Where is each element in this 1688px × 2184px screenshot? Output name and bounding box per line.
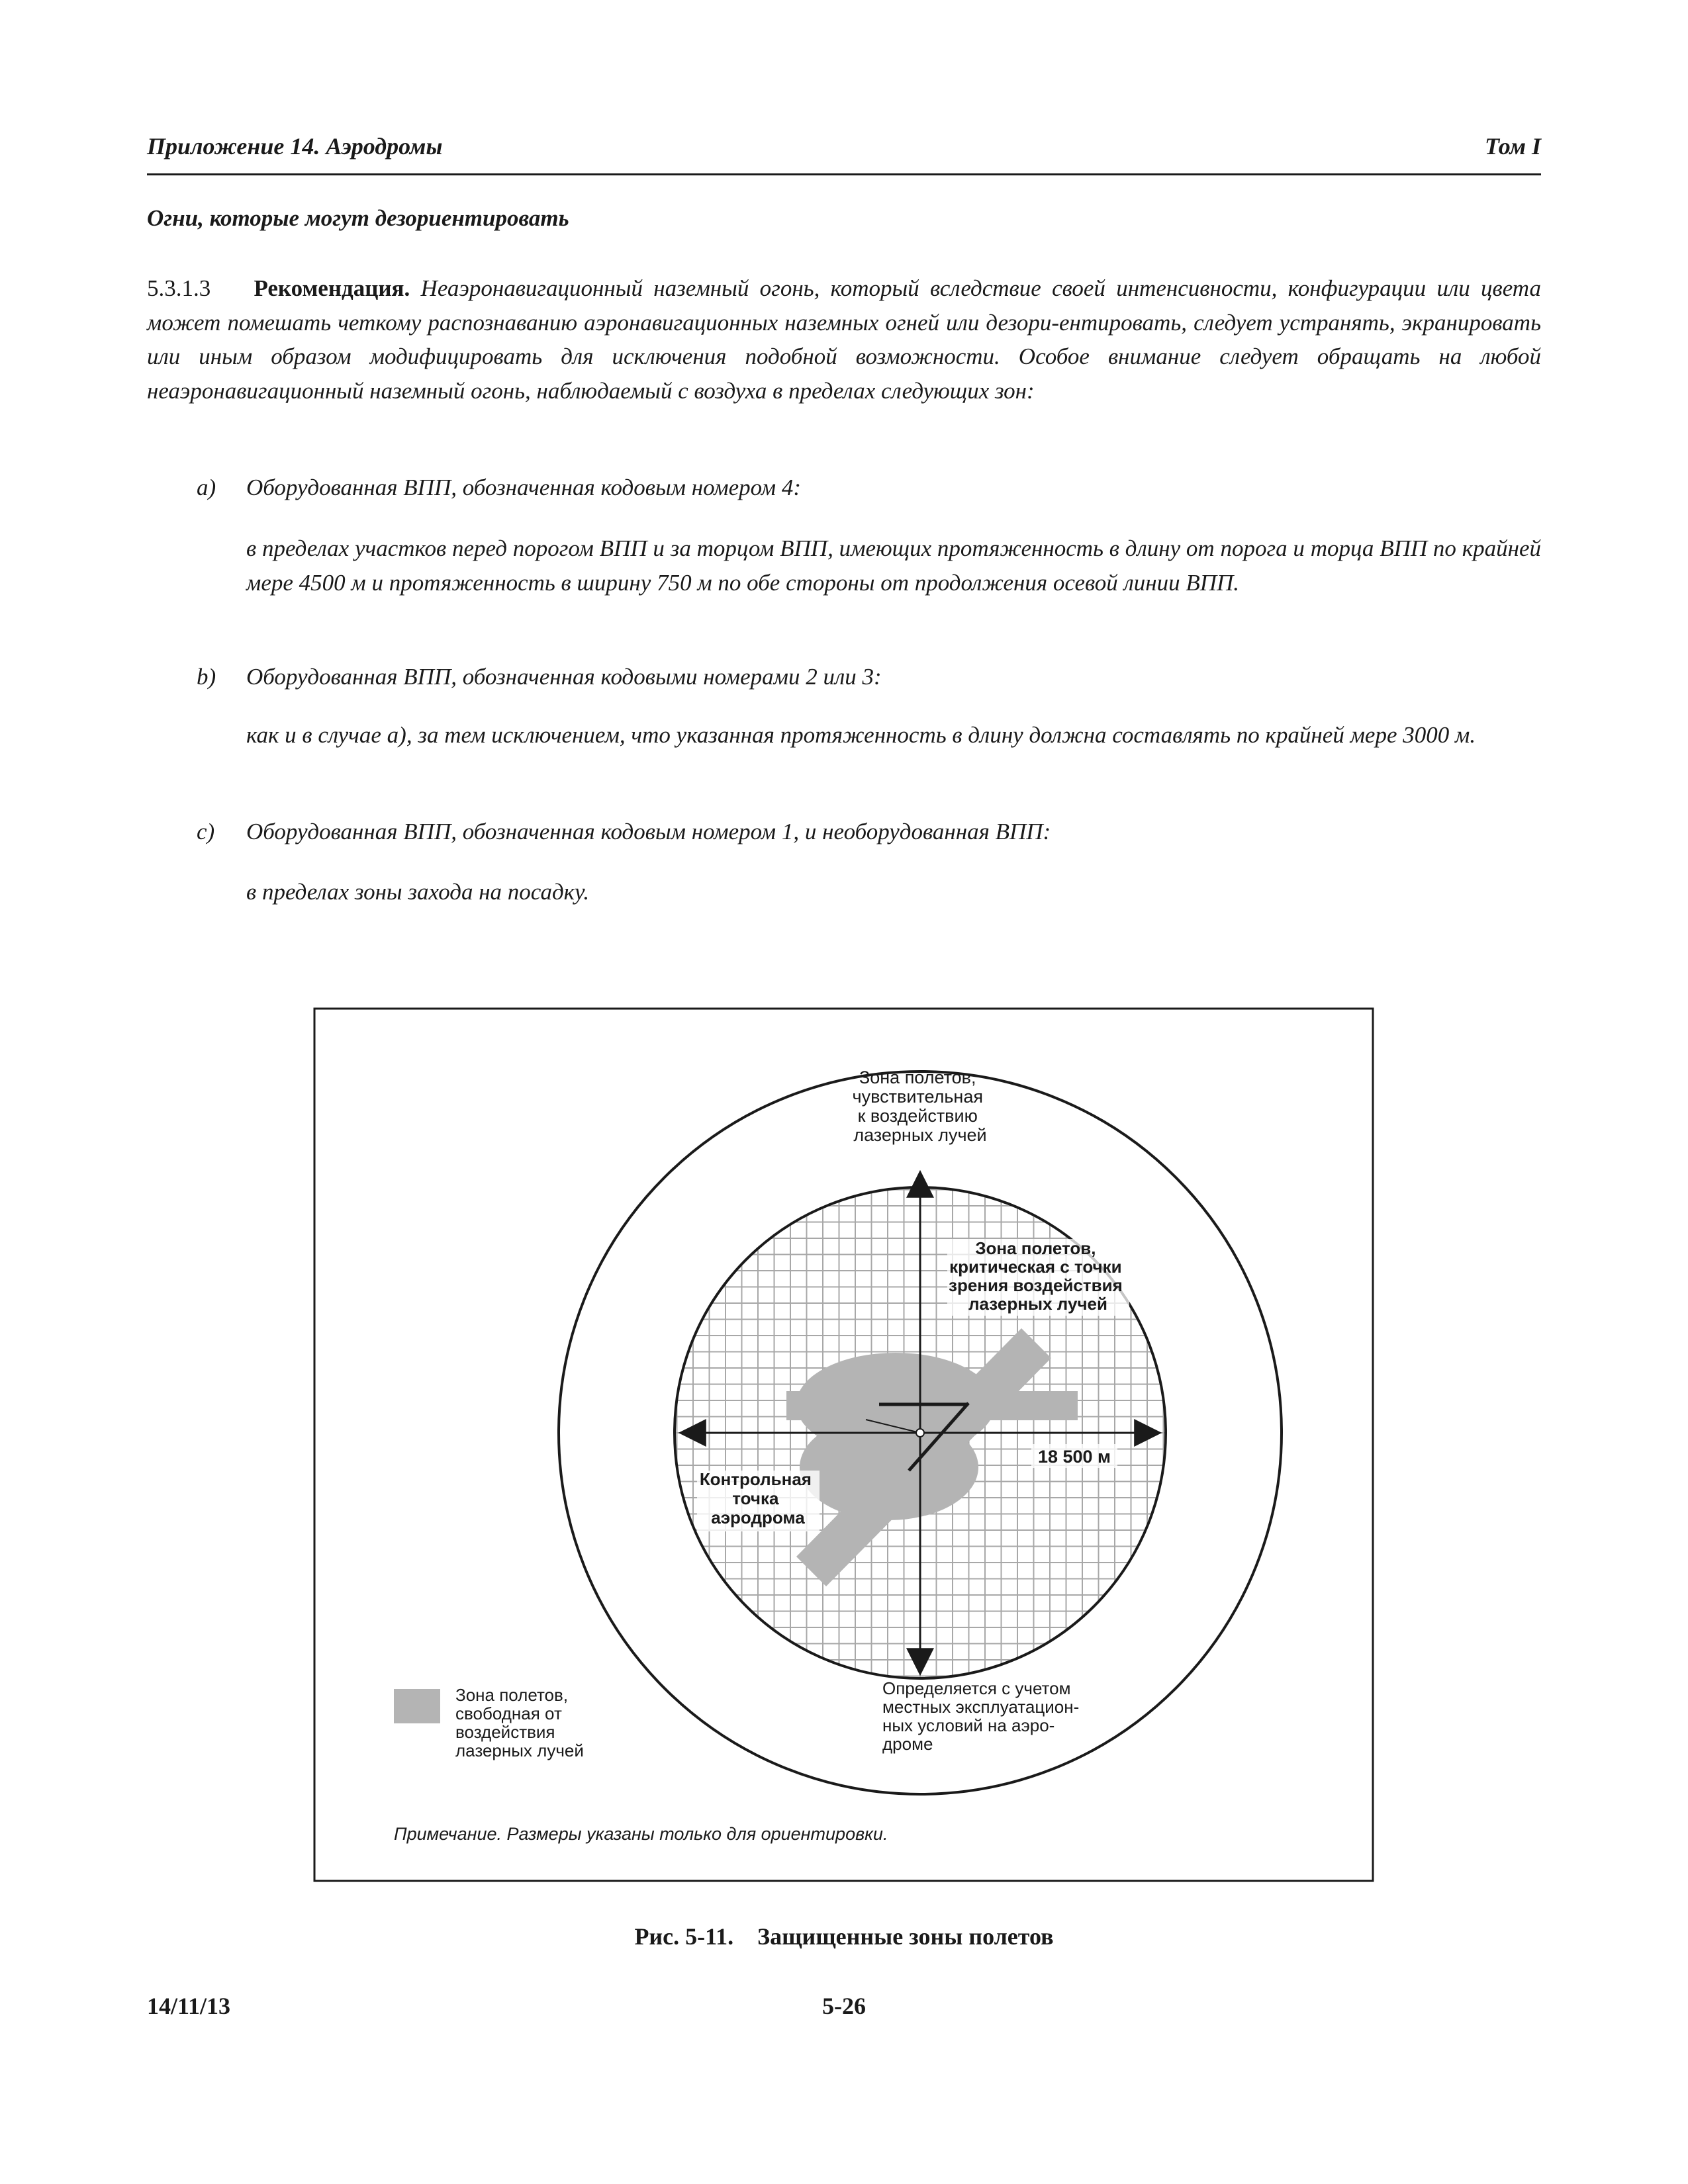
critical-zone-label	[947, 1238, 1129, 1316]
legend-label: Зона полетов, свободная от воздействия лазерных лучей	[455, 1685, 584, 1760]
header-volume: Том I	[1485, 133, 1541, 159]
list-item-title: Оборудованная ВПП, обозначенная кодовыми номерами 2 или 3:	[246, 664, 882, 690]
recommendation-paragraph	[147, 271, 1541, 408]
reference-point-label	[697, 1469, 820, 1531]
dimension-label	[1031, 1444, 1117, 1468]
recommendation-label: Рекомендация.	[254, 275, 410, 301]
list-item-title: Оборудованная ВПП, обозначенная кодовым номером 4:	[246, 475, 802, 500]
svg-text:Контрольная точка: Контрольная точка аэродрома	[699, 1469, 812, 1527]
footer-page-number: 5-26	[822, 1993, 866, 2019]
recommendation-text: Неаэронавигационный наземный огонь, который вследствие своей интенсивности, конфигурации или цвета может помешать четкому распознаванию аэронавигационных наземных огней или дезори-ентировать, следует устранять, экранировать или иным образом модифицировать для исключения подобной возможности. Особое внимание следует обращать на любой неаэронавигационный наземный огонь, наблюдаемый с воздуха в пределах следующих зон:	[147, 275, 1542, 404]
list-item-detail: в пределах участков перед порогом ВПП и за торцом ВПП, имеющих протяженность в длину от порога и торца ВПП по крайней мере 4500 м и протяженность в ширину 750 м по обе стороны от продолжения осевой линии ВПП.	[246, 535, 1541, 596]
header-rule	[147, 173, 1541, 175]
svg-text:Зона полетов, критичес: Зона полетов, критическая с точки зрения воздействия лазерных лучей	[949, 1238, 1123, 1314]
svg-text:18 500 м: 18 500 м	[1037, 1447, 1111, 1467]
list-item-label: a)	[197, 475, 216, 500]
footer-date: 14/11/13	[147, 1993, 231, 2019]
figure-title: Защищенные зоны полетов	[757, 1923, 1054, 1950]
list-item-detail: в пределах зоны захода на посадку.	[246, 879, 590, 905]
list-item-detail: как и в случае a), за тем исключением, что указанная протяженность в длину должна составлять по крайней мере 3000 м.	[246, 722, 1476, 748]
header-document-title: Приложение 14. Аэродромы	[147, 133, 443, 159]
section-title: Огни, которые могут дезориентировать	[147, 205, 569, 231]
list-item-label: b)	[197, 664, 216, 690]
figure-protected-zones	[313, 1007, 1374, 1882]
paragraph-number: 5.3.1.3	[147, 275, 211, 301]
legend-swatch	[394, 1689, 440, 1723]
figure-diagram	[313, 1007, 1374, 1882]
figure-number: Рис. 5-11.	[634, 1923, 734, 1950]
local-conditions-label: Определяется с учетом местных эксплуатацион- ных условий на аэро- дроме	[882, 1678, 1080, 1754]
list-item-title: Оборудованная ВПП, обозначенная кодовым номером 1, и необорудованная ВПП:	[246, 819, 1051, 844]
figure-caption	[0, 1923, 1688, 1950]
sensitive-zone-label: Зона полетов, чувствительная к воздействию лазерных лучей	[852, 1068, 987, 1145]
aerodrome-reference-point	[916, 1429, 924, 1437]
list-item-label: c)	[197, 819, 215, 844]
figure-note: Примечание. Размеры указаны только для ориентировки.	[394, 1824, 888, 1844]
